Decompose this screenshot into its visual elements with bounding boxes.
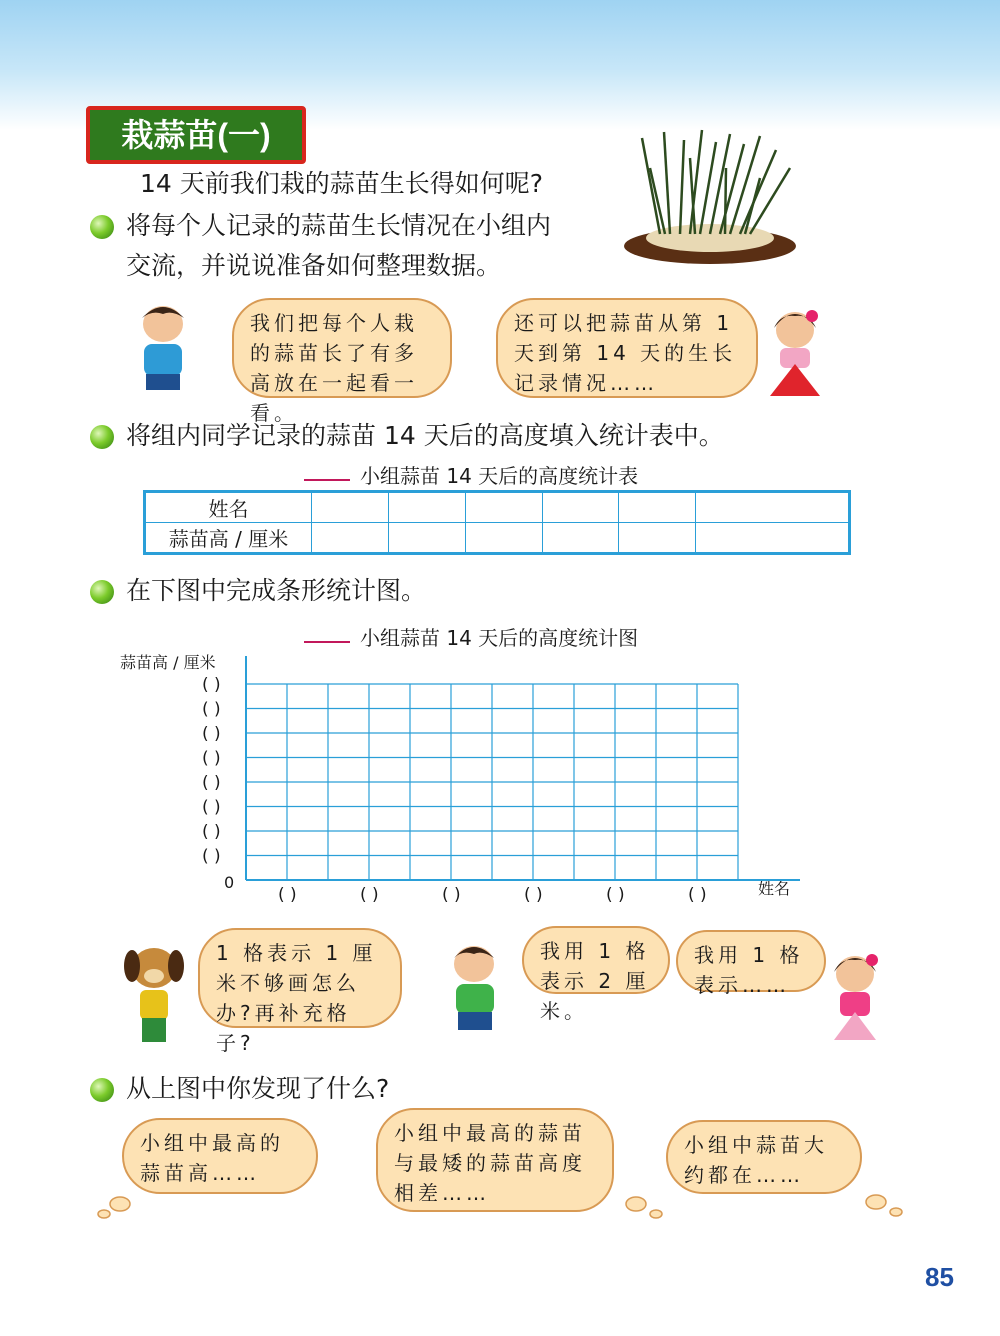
thought-bubble-b: 小组中最高的蒜苗与最矮的蒜苗高度相差…… [376,1108,614,1212]
chart-caption [304,622,638,651]
y-tick-placeholder[interactable]: ( ) [202,822,221,842]
y-tick-placeholder[interactable]: ( ) [202,699,221,720]
green-bullet-icon [90,215,114,239]
task4-text: 从上图中你发现了什么? [126,1074,390,1103]
bar-chart-grid [110,650,810,910]
page-number: 85 [925,1262,954,1292]
table-cell[interactable] [465,523,542,554]
task3-text: 在下图中完成条形统计图。 [126,576,427,605]
girl-speech-bubble: 还可以把蒜苗从第 1 天到第 14 天的生长记录情况…… [496,298,758,398]
green-bullet-icon [90,580,114,604]
y-tick-placeholder[interactable]: ( ) [202,773,221,793]
intro-question: 14 天前我们栽的蒜苗生长得如何呢? [140,169,544,198]
girl-character-icon [760,306,830,402]
y-tick-placeholder[interactable]: ( ) [202,675,221,695]
table-row-label: 蒜苗高 / 厘米 [145,523,312,554]
boy-character-icon [432,940,518,1032]
table-row-label: 姓名 [145,492,312,523]
table-cell[interactable] [696,492,850,523]
dog-speech-bubble: 1 格表示 1 厘米不够画怎么办?再补充格子? [198,928,402,1028]
table-caption-text: 小组蒜苗 14 天后的高度统计表 [360,464,639,488]
height-stat-table [143,490,851,555]
x-tick-placeholder[interactable]: ( ) [360,885,379,905]
garlic-sprouts-image [620,128,800,268]
table-cell[interactable] [542,523,619,554]
table-cell[interactable] [388,523,465,554]
thought-bubble-c: 小组中蒜苗大约都在…… [666,1120,862,1194]
task2-text: 将组内同学记录的蒜苗 14 天后的高度填入统计表中。 [126,421,724,450]
thought-bubble-dots [96,1186,916,1220]
y-tick-placeholder[interactable]: ( ) [202,846,221,867]
task1-line2: 交流，并说说准备如何整理数据。 [126,251,502,280]
chart-y-axis-label: 蒜苗高 / 厘米 [120,653,216,672]
y-tick-placeholder[interactable]: ( ) [202,724,221,744]
table-row [145,523,850,554]
table-caption [304,460,638,489]
chart-x-axis-label: 姓名 [758,879,791,898]
y-tick-placeholder[interactable]: ( ) [202,797,221,818]
green-bullet-icon [90,1078,114,1102]
table-cell[interactable] [388,492,465,523]
y-tick-placeholder[interactable]: ( ) [202,748,221,769]
dog-character-icon [118,940,192,1050]
table-cell[interactable] [696,523,850,554]
task1-line1: 将每个人记录的蒜苗生长情况在小组内 [126,211,552,240]
boy-speech-bubble-2: 我用 1 格表示 2 厘米。 [522,926,670,994]
boy-character-icon [128,300,198,392]
table-cell[interactable] [465,492,542,523]
table-cell[interactable] [312,492,389,523]
chart-title: 小组蒜苗 14 天后的高度统计图 [360,626,639,650]
group-name-blank[interactable] [304,479,350,481]
table-row [145,492,850,523]
x-tick-placeholder[interactable]: ( ) [524,885,543,905]
x-tick-placeholder[interactable]: ( ) [278,885,297,905]
table-cell[interactable] [542,492,619,523]
boy-speech-bubble: 我们把每个人栽的蒜苗长了有多高放在一起看一看。 [232,298,452,398]
table-cell[interactable] [312,523,389,554]
lesson-title: 栽蒜苗(一) [86,106,306,164]
chart-origin-label: 0 [224,873,235,892]
x-tick-placeholder[interactable]: ( ) [442,885,461,905]
table-cell[interactable] [619,492,696,523]
thought-bubble-a: 小组中最高的蒜苗高…… [122,1118,318,1194]
girl-speech-bubble-2: 我用 1 格表示…… [676,930,826,992]
girl-character-icon [820,950,890,1046]
green-bullet-icon [90,425,114,449]
group-name-blank[interactable] [304,641,350,643]
x-tick-placeholder[interactable]: ( ) [688,885,707,905]
x-tick-placeholder[interactable]: ( ) [606,885,625,905]
table-cell[interactable] [619,523,696,554]
